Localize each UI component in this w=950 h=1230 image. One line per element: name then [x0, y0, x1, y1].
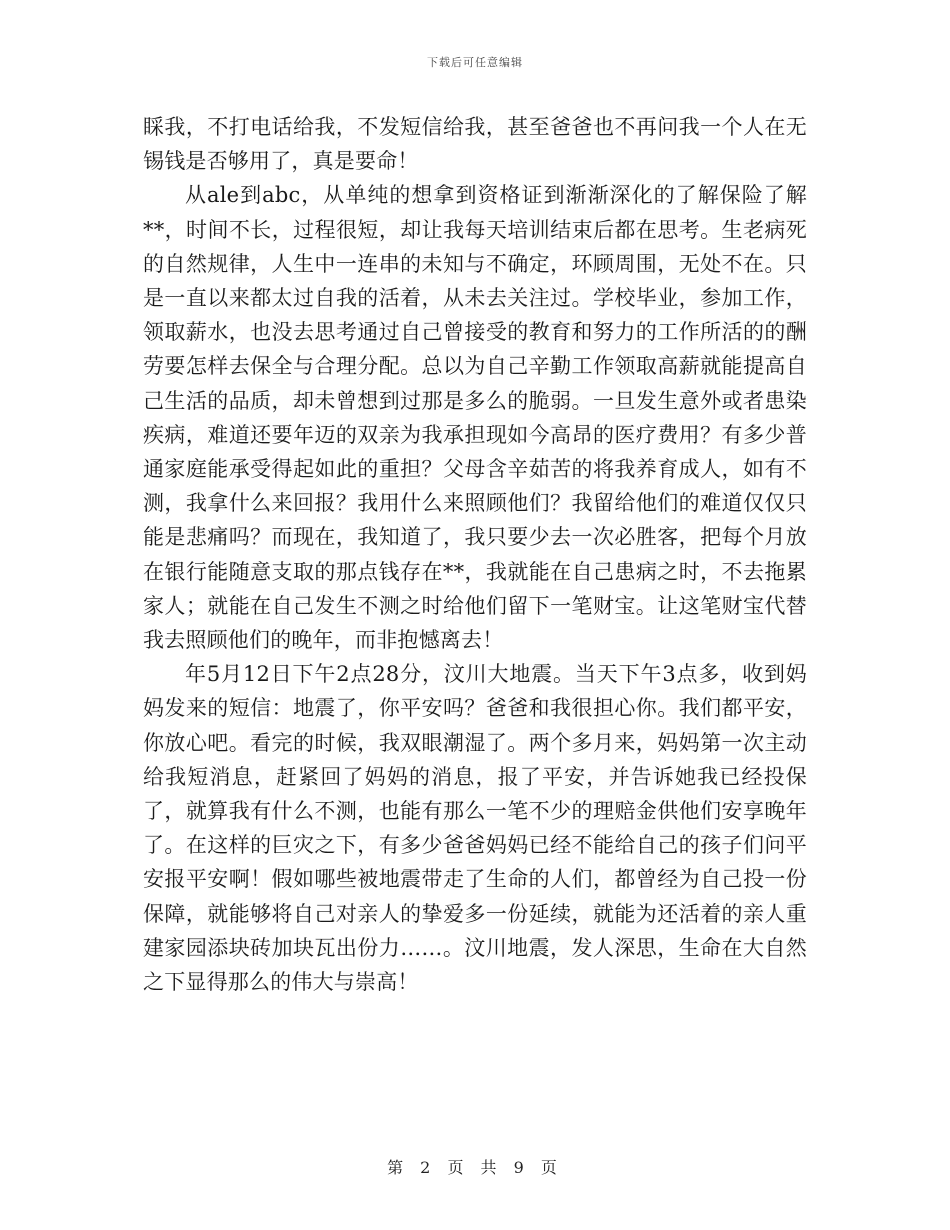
paragraph-earthquake: 年5月12日下午2点28分，汶川大地震。当天下午3点多，收到妈妈发来的短信：地震了，你平安吗？爸爸和我很担心你。我们都平安，你放心吧。看完的时候，我双眼潮湿了。两个多月来，妈妈第一次主动给我短消息，赶紧回了妈妈的消息，报了平安，并告诉她我已经投保了，就算我有什么不测，也能有那么一笔不少的理赔金供他们安享晚年了。在这样的巨灾之下，有多少爸爸妈妈已经不能给自己的孩子们问平安报平安啊！假如哪些被地震带走了生命的人们，都曾经为自己投一份保障，就能够将自己对亲人的挚爱多一份延续，就能为还活着的亲人重建家园添块砖加块瓦出份力……。汶川地震，发人深思，生命在大自然之下显得那么的伟大与崇高！ [143, 662, 807, 995]
page-header-note: 下载后可任意编辑 [427, 56, 523, 69]
document-body [143, 110, 807, 999]
paragraph-continuation: 睬我，不打电话给我，不发短信给我，甚至爸爸也不再问我一个人在无锡钱是否够用了，真是要命！ [143, 115, 807, 174]
paragraph-insurance-reflection: 从ale到abc，从单纯的想拿到资格证到渐渐深化的了解保险了解**，时间不长，过程很短，却让我每天培训结束后都在思考。生老病死的自然规律，人生中一连串的未知与不确定，环顾周围，无处不在。只是一直以来都太过自我的活着，从未去关注过。学校毕业，参加工作，领取薪水，也没去思考通过自己曾接受的教育和努力的工作所活的的酬劳要怎样去保全与合理分配。总以为自己辛勤工作领取高薪就能提高自己生活的品质，却未曾想到过那是多么的脆弱。一旦发生意外或者患染疾病，难道还要年迈的双亲为我承担现如今高昂的医疗费用？有多少普通家庭能承受得起如此的重担？父母含辛茹苦的将我养育成人，如有不测，我拿什么来回报？我用什么来照顾他们？我留给他们的难道仅仅只能是悲痛吗？而现在，我知道了，我只要少去一次必胜客，把每个月放在银行能随意支取的那点钱存在**，我就能在自己患病之时，不去拖累家人；就能在自己发生不测之时给他们留下一笔财宝。让这笔财宝代替我去照顾他们的晚年，而非抱憾离去！ [143, 183, 807, 653]
page-number-footer: 第 2 页 共 9 页 [387, 1158, 563, 1177]
